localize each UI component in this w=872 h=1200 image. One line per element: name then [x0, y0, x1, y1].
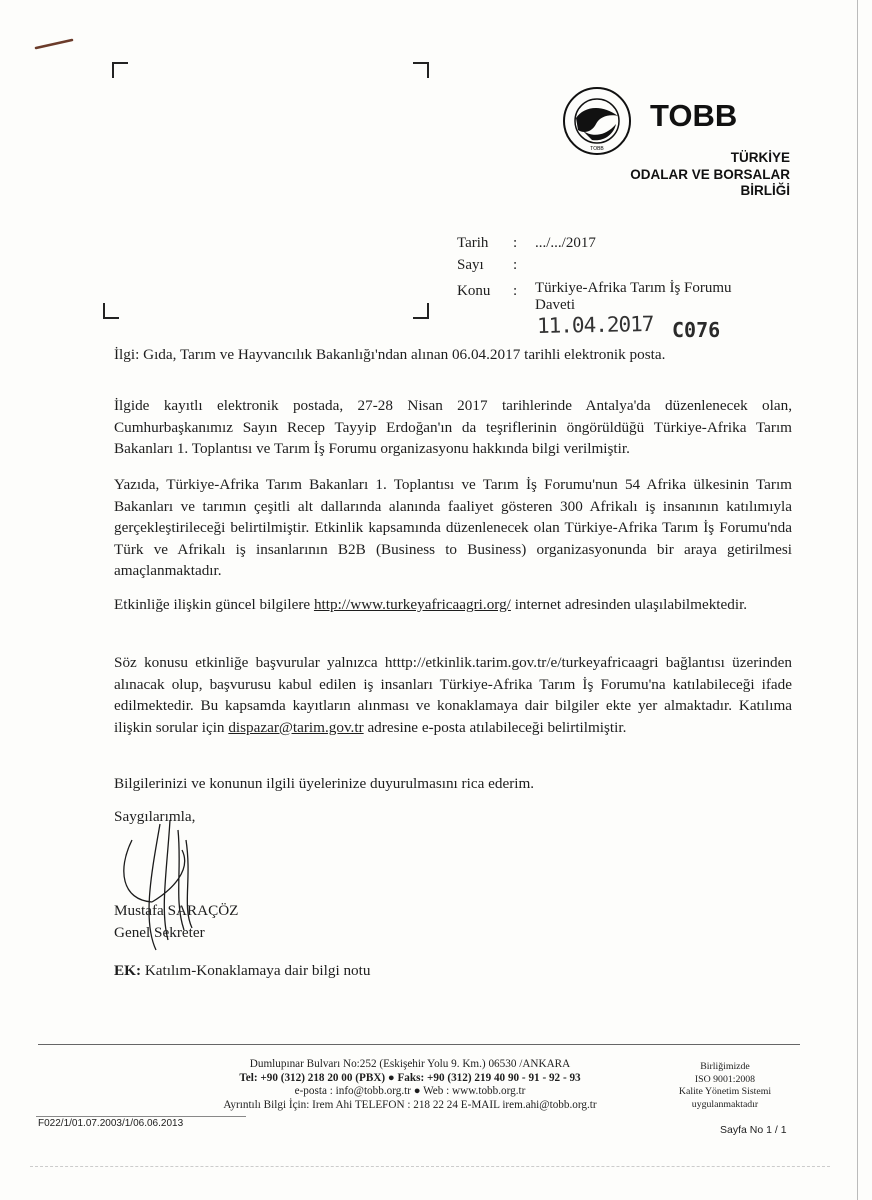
date-value: .../.../2017: [535, 235, 596, 251]
received-stamp-number: C076: [672, 318, 721, 342]
meta-number-row: [457, 254, 775, 276]
footer-contact: [160, 1058, 660, 1112]
logo-inner-text: TOBB: [590, 146, 604, 152]
page-number: Sayfa No 1 / 1: [720, 1124, 787, 1136]
date-label: Tarih: [457, 235, 489, 251]
footer-divider: [38, 1044, 800, 1045]
org-name-line: TÜRKİYE: [730, 150, 790, 165]
address-corner-bottom-right: [413, 303, 429, 319]
paragraph-4-text: Söz konusu etkinliğe başvurular yalnızca htttp://etkinlik.tarim.gov.tr/e/turkeyafricaagri bağlantısı üzerinden alınacak olup, başvurusu kabul edilen iş insanları Türkiye-Afrika Tarım İş Forumu'na katılabileceği ifade edilmektedir. Bu kapsamda kayıtların alınması ve konaklamaya dair bilgiler ekte yer almaktadır. Katılıma ilişkin sorular için: [114, 654, 792, 736]
paragraph-4: [114, 652, 792, 738]
footer-web: e-posta : info@tobb.org.tr ● Web : www.tobb.org.tr: [294, 1085, 526, 1097]
form-code: F022/1/01.07.2003/1/06.06.2013: [38, 1118, 184, 1129]
org-name-line: ODALAR VE BORSALAR: [630, 166, 790, 182]
paragraph-5-text: Bilgilerinizi ve konunun ilgili üyelerinize duyurulmasını rica ederim.: [114, 775, 535, 792]
paragraph-1-text: İlgide kayıtlı elektronik postada, 27-28 Nisan 2017 tarihlerinde Antalya'da düzenlenecek olan, Cumhurbaşkanımız Sayın Recep Tayyip Erdoğan'ın da teşriflerinin öngörüldüğü Türkiye-Afrika Tarım Bakanları 1. Toplantısı ve Tarım İş Forumu organizasyonu hakkında bilgi verilmiştir.: [114, 397, 792, 457]
org-name-line: BİRLİĞİ: [740, 183, 790, 198]
iso-line: Birliğimizde: [700, 1061, 750, 1072]
pen-mark: [34, 36, 76, 52]
signer-block: [114, 900, 792, 943]
address-corner-bottom-left: [103, 303, 119, 319]
iso-certification: [660, 1061, 790, 1111]
address-corner-top-right: [413, 62, 429, 78]
scan-artifact-line: [30, 1166, 830, 1167]
address-corner-top-left: [112, 62, 128, 78]
footer-phone: Tel: +90 (312) 218 20 00 (PBX) ● Faks: +90 (312) 219 40 90 - 91 - 92 - 93: [239, 1071, 581, 1084]
subject-label: Konu: [457, 283, 491, 299]
signer-name: Mustafa SARAÇÖZ: [114, 902, 239, 919]
paragraph-2: [114, 474, 792, 582]
iso-line: ISO 9001:2008: [694, 1073, 756, 1085]
paragraph-1: [114, 395, 792, 460]
letter-meta: [457, 232, 775, 314]
iso-line: Kalite Yönetim Sistemi: [678, 1086, 772, 1097]
paragraph-2-text: Yazıda, Türkiye-Afrika Tarım Bakanları 1. Toplantısı ve Tarım İş Forumu'nun 54 Afrika ülkesinin Tarım Bakanları ve tarımın çeşitli alt dallarında alanında faaliyet gösteren 300 Afrikalı iş insanının katılımıyla gerçekleştirileceği belirtilmiştir. Etkinlik kapsamında düzenlenecek olan Türkiye-Afrika Tarım İş Forumu'nda Türk ve Afrikalı iş insanlarının B2B (Business to Business) organizasyonunda bir araya getirilmesi amaçlanmaktadır.: [114, 476, 792, 579]
subject-value: Türkiye-Afrika Tarım İş Forumu Daveti: [535, 280, 732, 313]
number-label: Sayı: [457, 257, 484, 273]
meta-subject-row: [457, 280, 775, 314]
meta-separator: :: [513, 257, 518, 273]
reference-line: [114, 344, 792, 366]
org-name: [600, 150, 790, 200]
scan-edge: [857, 0, 858, 1200]
paragraph-4-text-end: adresine e-posta atılabileceği belirtilmiştir.: [363, 718, 627, 736]
org-abbreviation: TOBB: [650, 98, 738, 133]
contact-email-link[interactable]: dispazar@tarim.gov.tr: [228, 718, 364, 736]
paragraph-5: [114, 773, 792, 795]
meta-separator: :: [513, 235, 518, 251]
attachment-line: [114, 960, 792, 982]
event-website-link[interactable]: http://www.turkeyafricaagri.org/: [313, 596, 511, 613]
attachment-text: Katılım-Konaklamaya dair bilgi notu: [141, 962, 371, 979]
paragraph-3-text-end: internet adresinden ulaşılabilmektedir.: [510, 596, 748, 613]
iso-line: uygulanmaktadır: [691, 1098, 759, 1110]
closing-text: Saygılarımla,: [114, 808, 196, 825]
tobb-logo-seal: [562, 86, 632, 156]
meta-separator: :: [513, 283, 518, 299]
attachment-label: EK:: [114, 962, 142, 979]
received-stamp-date: 11.04.2017: [536, 311, 654, 339]
signer-title: Genel Sekreter: [114, 923, 205, 941]
paragraph-3-text: Etkinliğe ilişkin güncel bilgilere: [114, 596, 314, 613]
meta-date-row: [457, 232, 775, 254]
footer-contact-person: Ayrıntılı Bilgi İçin: Irem Ahi TELEFON : 218 22 24 E-MAIL irem.ahi@tobb.org.tr: [223, 1098, 597, 1111]
paragraph-3: [114, 594, 792, 616]
footer-address: Dumlupınar Bulvarı No:252 (Eskişehir Yolu 9. Km.) 06530 /ANKARA: [249, 1058, 571, 1070]
number-value: [535, 254, 775, 276]
reference-text: İlgi: Gıda, Tarım ve Hayvancılık Bakanlığı'ndan alınan 06.04.2017 tarihli elektronik posta.: [114, 346, 666, 363]
